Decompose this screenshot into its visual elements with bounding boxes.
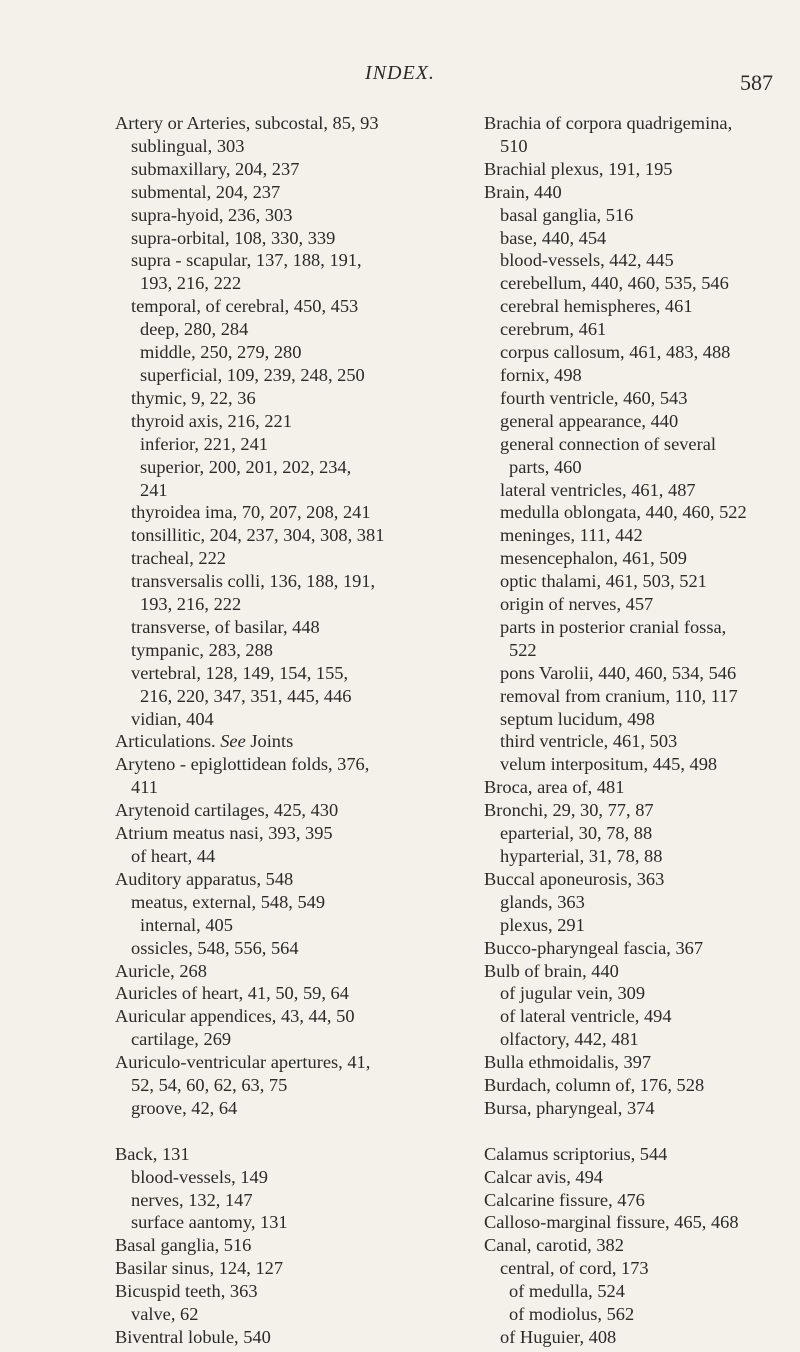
index-subentry: 216, 220, 347, 351, 445, 446 (140, 685, 352, 706)
index-subentry: submaxillary, 204, 237 (131, 158, 300, 179)
index-heading-entry: Broca, area of, 481 (484, 777, 625, 798)
index-subentry: supra-hyoid, 236, 303 (131, 204, 293, 225)
index-subentry: fourth ventricle, 460, 543 (500, 387, 688, 408)
index-heading-entry: Brain, 440 (484, 181, 562, 202)
index-subentry: central, of cord, 173 (500, 1258, 649, 1279)
index-subentry: transverse, of basilar, 448 (131, 616, 320, 637)
index-subentry: submental, 204, 237 (131, 181, 281, 202)
index-subentry: medulla oblongata, 440, 460, 522 (500, 502, 747, 523)
section-gap (484, 1120, 729, 1143)
index-subentry: glands, 363 (500, 891, 585, 912)
right-index-column (484, 112, 747, 1349)
index-subentry: corpus callosum, 461, 483, 488 (500, 342, 731, 363)
index-subentry: groove, 42, 64 (131, 1097, 238, 1118)
page-number: 587 (740, 70, 773, 95)
index-subentry: thymic, 9, 22, 36 (131, 387, 256, 408)
index-heading-entry: Bicuspid teeth, 363 (115, 1281, 258, 1302)
index-heading-entry: Calamus scriptorius, 544 (484, 1143, 668, 1164)
index-heading-entry: Arytenoid cartilages, 425, 430 (115, 800, 339, 821)
index-subentry: meninges, 111, 442 (500, 525, 643, 546)
index-subentry: middle, 250, 279, 280 (140, 342, 302, 363)
left-index-column (115, 112, 455, 1349)
index-subentry: pons Varolii, 440, 460, 534, 546 (500, 662, 737, 683)
index-subentry: inferior, 221, 241 (140, 433, 268, 454)
index-subentry: 241 (140, 479, 168, 500)
index-subentry: surface aantomy, 131 (131, 1212, 288, 1233)
index-entry-text: Joints (245, 731, 294, 752)
index-subentry: general connection of several (500, 433, 716, 454)
index-subentry: ossicles, 548, 556, 564 (131, 937, 299, 958)
index-heading-entry: Artery or Arteries, subcostal, 85, 93 (115, 113, 379, 133)
index-subentry: sublingual, 303 (131, 135, 245, 156)
index-subentry: supra - scapular, 137, 188, 191, (131, 250, 362, 271)
index-heading-entry: Auditory apparatus, 548 (115, 868, 294, 889)
index-subentry: cerebrum, 461 (500, 319, 607, 340)
index-subentry: plexus, 291 (500, 914, 585, 935)
index-subentry: superficial, 109, 239, 248, 250 (140, 364, 365, 385)
running-title: INDEX. (365, 62, 435, 84)
index-subentry: velum interpositum, 445, 498 (500, 754, 718, 775)
index-subentry: of Huguier, 408 (500, 1327, 617, 1348)
index-heading-entry: Buccal aponeurosis, 363 (484, 868, 665, 889)
section-gap (115, 1120, 455, 1143)
index-heading-entry: Bursa, pharyngeal, 374 (484, 1097, 655, 1118)
index-subentry: 193, 216, 222 (140, 594, 242, 615)
index-subentry: eparterial, 30, 78, 88 (500, 823, 653, 844)
index-heading-entry: Brachia of corpora quadrigemina, (484, 113, 733, 133)
index-subentry: optic thalami, 461, 503, 521 (500, 571, 707, 592)
index-subentry: mesencephalon, 461, 509 (500, 548, 687, 569)
index-subentry: deep, 280, 284 (140, 319, 249, 340)
index-heading-entry: Canal, carotid, 382 (484, 1235, 624, 1256)
index-subentry: 510 (500, 135, 528, 156)
index-entry (115, 730, 455, 753)
index-heading-entry: Biventral lobule, 540 (115, 1327, 271, 1348)
index-heading-entry: Bulb of brain, 440 (484, 960, 619, 981)
index-heading-entry: Calcarine fissure, 476 (484, 1189, 645, 1210)
index-subentry: parts in posterior cranial fossa, (500, 616, 727, 637)
index-heading-entry: Auricles of heart, 41, 50, 59, 64 (115, 983, 349, 1004)
index-subentry: valve, 62 (131, 1304, 199, 1325)
index-heading-entry: Calloso-marginal fissure, 465, 468 (484, 1212, 739, 1233)
see-reference: See (220, 731, 246, 752)
index-subentry: tympanic, 283, 288 (131, 639, 273, 660)
index-subentry: meatus, external, 548, 549 (131, 891, 326, 912)
index-subentry: temporal, of cerebral, 450, 453 (131, 296, 359, 317)
index-subentry: 522 (509, 639, 537, 660)
index-subentry: basal ganglia, 516 (500, 204, 634, 225)
index-subentry: internal, 405 (140, 914, 233, 935)
index-subentry: lateral ventricles, 461, 487 (500, 479, 696, 500)
index-subentry: parts, 460 (509, 456, 582, 477)
index-subentry: superior, 200, 201, 202, 234, (140, 456, 352, 477)
index-heading-entry: Bulla ethmoidalis, 397 (484, 1052, 652, 1073)
index-subentry: fornix, 498 (500, 364, 582, 385)
index-subentry: base, 440, 454 (500, 227, 607, 248)
index-heading-entry: Basal ganglia, 516 (115, 1235, 252, 1256)
index-subentry: of jugular vein, 309 (500, 983, 646, 1004)
index-heading-entry: Auriculo-ventricular apertures, 41, (115, 1052, 371, 1073)
index-subentry: 411 (131, 777, 158, 798)
index-subentry: olfactory, 442, 481 (500, 1029, 639, 1050)
index-subentry: septum lucidum, 498 (500, 708, 655, 729)
index-subentry: 193, 216, 222 (140, 273, 242, 294)
index-heading-entry: Basilar sinus, 124, 127 (115, 1258, 284, 1279)
index-subentry: of modiolus, 562 (509, 1304, 635, 1325)
index-subentry: transversalis colli, 136, 188, 191, (131, 571, 376, 592)
index-subentry: third ventricle, 461, 503 (500, 731, 678, 752)
index-heading-entry: Bronchi, 29, 30, 77, 87 (484, 800, 654, 821)
index-subentry: blood-vessels, 149 (131, 1166, 268, 1187)
index-subentry: thyroidea ima, 70, 207, 208, 241 (131, 502, 371, 523)
index-subentry: blood-vessels, 442, 445 (500, 250, 674, 271)
index-subentry: thyroid axis, 216, 221 (131, 410, 292, 431)
index-subentry: origin of nerves, 457 (500, 594, 654, 615)
index-subentry: vidian, 404 (131, 708, 214, 729)
index-heading-entry: Calcar avis, 494 (484, 1166, 603, 1187)
index-subentry: cartilage, 269 (131, 1029, 232, 1050)
index-subentry: general appearance, 440 (500, 410, 679, 431)
index-heading-entry: Atrium meatus nasi, 393, 395 (115, 823, 333, 844)
index-subentry: cerebral hemispheres, 461 (500, 296, 693, 317)
index-heading-entry: Aryteno - epiglottidean folds, 376, (115, 754, 370, 775)
index-heading-entry: Burdach, column of, 176, 528 (484, 1075, 705, 1096)
index-subentry: of heart, 44 (131, 846, 216, 866)
index-subentry: hyparterial, 31, 78, 88 (500, 846, 663, 866)
index-heading-entry: Auricle, 268 (115, 960, 207, 981)
index-subentry: nerves, 132, 147 (131, 1189, 253, 1210)
index-subentry: of lateral ventricle, 494 (500, 1006, 672, 1027)
index-subentry: vertebral, 128, 149, 154, 155, (131, 662, 349, 683)
index-heading-entry: Back, 131 (115, 1143, 190, 1164)
index-entry-text: Articulations. (115, 731, 221, 752)
index-heading-entry: Bucco-pharyngeal fascia, 367 (484, 937, 704, 958)
index-subentry: removal from cranium, 110, 117 (500, 685, 738, 706)
index-subentry: supra-orbital, 108, 330, 339 (131, 227, 336, 248)
index-subentry: tonsillitic, 204, 237, 304, 308, 381 (131, 525, 385, 546)
index-heading-entry: Brachial plexus, 191, 195 (484, 158, 673, 179)
index-heading-entry: Auricular appendices, 43, 44, 50 (115, 1006, 355, 1027)
index-subentry: of medulla, 524 (509, 1281, 625, 1302)
index-subentry: cerebellum, 440, 460, 535, 546 (500, 273, 729, 294)
index-subentry: 52, 54, 60, 62, 63, 75 (131, 1075, 288, 1096)
index-subentry: tracheal, 222 (131, 548, 226, 569)
